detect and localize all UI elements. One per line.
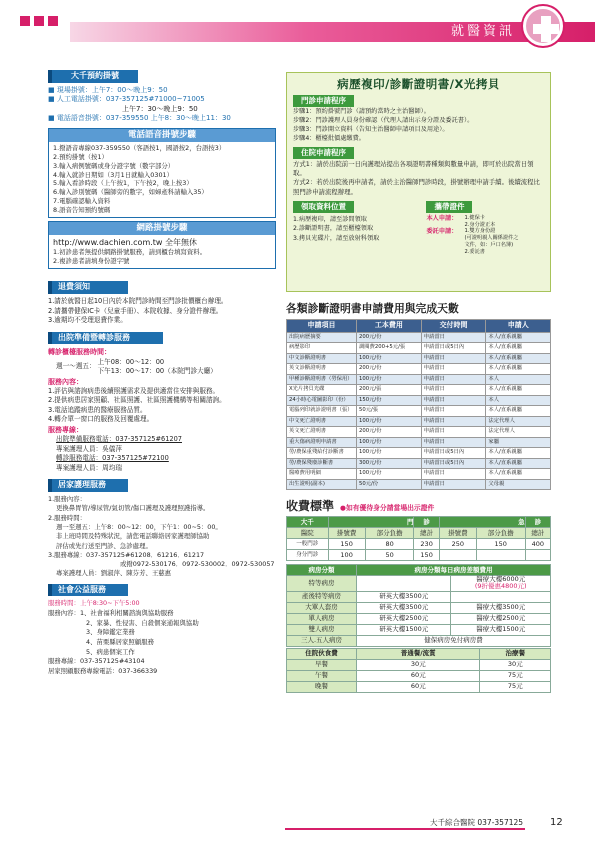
table-cell: 150 bbox=[476, 539, 525, 550]
list-item: 3.拷貝光碟片，請至放射科領取 bbox=[293, 234, 380, 242]
service-hours: 服務時間：上午8:30~下午5:00 bbox=[48, 599, 140, 608]
table-cell: 申請當日 bbox=[421, 479, 486, 490]
staff-line: 專案護理人員：吳儀萍 bbox=[56, 444, 122, 453]
table-header: 治療餐 bbox=[480, 648, 551, 659]
voice-steps-box bbox=[48, 128, 276, 218]
table-row bbox=[287, 406, 551, 417]
table-cell: 本人/直系親屬 bbox=[486, 469, 551, 480]
list-item: (可證明親人關係證件之 bbox=[464, 235, 519, 242]
table-header: 急 bbox=[439, 517, 525, 528]
table-row bbox=[287, 353, 551, 364]
list-item: 3、身障鑑定業務 bbox=[86, 628, 135, 637]
table-cell: 100元/份 bbox=[356, 374, 421, 385]
table-cell: 醫療大樓3500元 bbox=[451, 602, 551, 613]
table-cell: 申請當日 bbox=[421, 385, 486, 396]
table-cell: 100元/份 bbox=[356, 353, 421, 364]
list-item: 2.身分證正本 bbox=[464, 221, 496, 228]
opd-steps bbox=[293, 108, 544, 144]
table-cell: 一般門診 bbox=[287, 539, 329, 550]
table-cell: 60元 bbox=[357, 670, 480, 681]
service-days: 週一～週五： bbox=[56, 362, 96, 371]
table-cell: 150 bbox=[328, 539, 365, 550]
service-hours: 下午13：00～17：00（本院門診大廳） bbox=[97, 367, 217, 376]
table-cell: 申請當日 bbox=[421, 353, 486, 364]
table-cell: 申請當日 bbox=[421, 416, 486, 427]
web-steps-box bbox=[48, 221, 276, 270]
list-item: 2.服務時間： bbox=[48, 513, 87, 522]
list-item: 1.評估與諮詢病患後續照護需求及提供適當住安排與服務。 bbox=[48, 386, 220, 395]
table-row bbox=[287, 395, 551, 406]
price-header bbox=[286, 498, 551, 514]
list-item: 2.複診患者請填身份證字號 bbox=[53, 257, 130, 266]
phone-line: 服務專線：037-357125#43104 bbox=[48, 657, 145, 666]
inpatient-title: 住院申請程序 bbox=[293, 147, 354, 159]
table-cell: X光片拷貝光碟 bbox=[287, 385, 357, 396]
table-cell: 本人 bbox=[486, 395, 551, 406]
refund-list bbox=[48, 297, 280, 326]
table-cell: 醫療大樓6000元 (9折優惠4800元) bbox=[451, 576, 551, 591]
table-cell: 法定代理人 bbox=[486, 427, 551, 438]
table-cell bbox=[357, 576, 451, 591]
table-row bbox=[287, 374, 551, 385]
table-cell: 本人/直系親屬 bbox=[486, 406, 551, 417]
table-row bbox=[287, 624, 551, 635]
appt-line: 上午7：30～晚上9：50 bbox=[122, 104, 198, 113]
list-item: 步驟1：預約掛號門診（請預約當時之主治醫師）。 bbox=[293, 107, 430, 115]
documents-list bbox=[426, 215, 544, 256]
table-cell: 研英大樓1500元 bbox=[357, 624, 451, 635]
service-hours: 上午08：00～12：00 bbox=[97, 357, 165, 366]
table-row bbox=[287, 659, 551, 670]
table-header: 診 bbox=[414, 517, 439, 528]
table-cell: 英文死亡證明書 bbox=[287, 427, 357, 438]
table-cell: 出生證明(副本) bbox=[287, 479, 357, 490]
list-item: 3.服務專線：037-357125#61208．61216．61217 bbox=[48, 550, 205, 559]
list-item: 2.請攜帶健保IC卡（兒童手冊）、本院收據、身分證件辦理。 bbox=[48, 306, 223, 315]
table-cell: 75元 bbox=[480, 681, 551, 692]
table-cell: 掛號費 bbox=[439, 528, 476, 539]
left-column bbox=[48, 70, 280, 676]
meal-fee-table bbox=[286, 648, 551, 693]
table-cell: 本人/直系親屬 bbox=[486, 364, 551, 375]
appointment-title: 大千預約掛號 bbox=[48, 70, 138, 83]
table-cell: 申請當日 bbox=[421, 406, 486, 417]
list-item: 5.輸入看診時段（上午按1，下午按2，晚上按3） bbox=[53, 179, 193, 188]
proxy-label: 委託申請： bbox=[426, 228, 458, 236]
footer-line bbox=[285, 828, 525, 830]
table-cell: 300元/份 bbox=[356, 458, 421, 469]
table-cell: 午餐 bbox=[287, 670, 357, 681]
list-item: 步驟3：門診開立資料（告知主治醫師申請項目及用途）。 bbox=[293, 125, 449, 133]
section-subtitle: 服務專線： bbox=[48, 426, 83, 435]
table-cell: 重大傷病證明申請書 bbox=[287, 437, 357, 448]
table-row bbox=[287, 448, 551, 459]
table-cell: 250 bbox=[439, 539, 476, 550]
list-item: 文件，如：戶口名簿) bbox=[464, 241, 514, 248]
table-cell: 400 bbox=[525, 539, 550, 550]
table-cell: 100元/份 bbox=[356, 448, 421, 459]
homecare-title: 居家護理服務 bbox=[48, 479, 128, 492]
table-cell: 法定代理人 bbox=[486, 416, 551, 427]
list-item: 2、家暴、性侵害、自殺個案通報與協助 bbox=[86, 618, 199, 627]
fees-table bbox=[286, 319, 551, 491]
table-cell: 50元/張 bbox=[356, 406, 421, 417]
social-body bbox=[48, 599, 280, 676]
table-cell: 50元/份 bbox=[356, 479, 421, 490]
table-cell: 晚餐 bbox=[287, 681, 357, 692]
table-cell: 本人/直系親屬 bbox=[486, 448, 551, 459]
inpatient-steps bbox=[293, 160, 544, 197]
table-header: 普通餐/流質 bbox=[357, 648, 480, 659]
list-item: 1.初診患者無提供網路掛號服務，請到櫃台填寫資料。 bbox=[53, 248, 207, 257]
table-cell: 24小時心電圖影印（份） bbox=[287, 395, 357, 406]
table-cell: 申請當日 bbox=[421, 374, 486, 385]
table-cell: 200元/份 bbox=[356, 427, 421, 438]
table-cell: 申請當日 bbox=[421, 364, 486, 375]
list-item: 5、病患個案工作 bbox=[86, 647, 135, 656]
table-cell: 研英大樓2500元 bbox=[357, 613, 451, 624]
discharge-title: 出院準備暨轉診服務 bbox=[48, 332, 163, 345]
list-item: 1.病歷複印，請至診間領取 bbox=[293, 215, 367, 223]
table-cell: 身分門診 bbox=[287, 550, 329, 561]
list-item: 方式1：請於出院前一日向護理站提出各項證明書種類與數量申請，即可於出院當日領取。 bbox=[293, 159, 534, 177]
self-label: 本人申請： bbox=[426, 214, 458, 222]
list-item: 2.預約掛號（按1） bbox=[53, 152, 108, 161]
list-item: 2.提供病患居家照顧、社區照護、社區照護機構等相關諮詢。 bbox=[48, 396, 226, 405]
list-item: 或撥0972-530176．0972-530002．0972-530057 bbox=[120, 560, 275, 569]
header-square bbox=[20, 16, 30, 26]
table-row bbox=[287, 469, 551, 480]
staff-line: 專案護理人員：周均瑞 bbox=[56, 463, 122, 472]
list-item: 方式2：若於出院後再申請者，請於主治醫師門診時段，掛號辦理申請手續。後續流程比照門診申請流程辦理。 bbox=[293, 178, 540, 196]
table-cell: 本人/直系親屬 bbox=[486, 332, 551, 343]
list-item: 1.撥語音專線037-359550（客語按1，國語按2，台語按3） bbox=[53, 144, 226, 153]
list-item: 更換鼻胃管/導尿管/氣切管/傷口護理及護理照護指導。 bbox=[56, 504, 210, 513]
registration-fee-table bbox=[286, 516, 551, 561]
list-item: 1.服務內容： bbox=[48, 495, 87, 504]
list-item: 7.電腦確認輸入資料 bbox=[53, 196, 111, 205]
list-item: 專案護理人員：劉淑萍、陳芬芳、王慈惠 bbox=[56, 569, 172, 578]
table-cell: 早餐 bbox=[287, 659, 357, 670]
table-cell: 150 bbox=[414, 550, 439, 561]
table-cell: 申請當日或5日內 bbox=[421, 343, 486, 354]
table-cell: 200元/張 bbox=[356, 385, 421, 396]
list-item: 1.健保卡 bbox=[464, 214, 485, 221]
table-row bbox=[287, 670, 551, 681]
table-cell: 本人/直系親屬 bbox=[486, 458, 551, 469]
table-cell: 100元/份 bbox=[356, 469, 421, 480]
list-item: 1.雙方身份證 bbox=[464, 228, 496, 235]
list-item: 2.診斷證明書，請至櫃檯領取 bbox=[293, 225, 374, 233]
table-cell: 醫療大樓1500元 bbox=[451, 624, 551, 635]
table-cell: 中文死亡證明書 bbox=[287, 416, 357, 427]
list-item: 3.輸入病例號碼或身分證字號（數字部分） bbox=[53, 161, 175, 170]
social-title: 社會公益服務 bbox=[48, 584, 128, 597]
table-cell: 總計 bbox=[414, 528, 439, 539]
table-cell: 200元/份 bbox=[356, 364, 421, 375]
phone-line: 出院準備服務電話：037-357125#61207 bbox=[56, 435, 182, 444]
appt-line: ■ 電話語音掛號：037-359550 上午8：30～晚上11：30 bbox=[48, 114, 231, 123]
table-cell: 80 bbox=[365, 539, 414, 550]
table-row bbox=[287, 332, 551, 343]
table-row bbox=[287, 635, 551, 646]
table-cell: 特等病房 bbox=[287, 576, 357, 591]
appt-line: ■ 現場掛號：上午7：00～晚上9：50 bbox=[48, 85, 168, 94]
table-row bbox=[287, 613, 551, 624]
list-item: 2.委託書 bbox=[464, 248, 485, 255]
voice-steps-title: 電話語音掛號步驟 bbox=[49, 129, 275, 142]
table-header: 住院伙食費 bbox=[287, 648, 357, 659]
list-item: 步驟2：門診護理人員身份確認（代理人請出示身分證及委託書）。 bbox=[293, 116, 474, 124]
table-cell: 本人 bbox=[486, 374, 551, 385]
table-cell: 大單人套房 bbox=[287, 602, 357, 613]
table-cell: 75元 bbox=[480, 670, 551, 681]
table-cell: 部分負擔 bbox=[476, 528, 525, 539]
table-cell: 200元/份 bbox=[356, 332, 421, 343]
list-item: 步驟4：櫃檯批價處繳費。 bbox=[293, 134, 365, 142]
table-row bbox=[287, 416, 551, 427]
column-header: 交付時間 bbox=[421, 319, 486, 332]
footer-text: 大千綜合醫院 037-357125 bbox=[430, 818, 524, 827]
discharge-body bbox=[48, 347, 280, 473]
table-row bbox=[287, 591, 551, 602]
table-cell: 50 bbox=[365, 550, 414, 561]
section-subtitle: 服務內容： bbox=[48, 377, 83, 386]
table-cell: 部分負擔 bbox=[365, 528, 414, 539]
list-item: 週一至週五：上午8：00~12：00，下午1：00~5：00。 bbox=[56, 523, 222, 531]
table-cell: 申請當日 bbox=[421, 469, 486, 480]
table-cell: 調閱費200+5元/張 bbox=[356, 343, 421, 354]
right-column bbox=[286, 72, 551, 693]
table-row bbox=[287, 343, 551, 354]
table-cell: 研英大樓3500元 bbox=[357, 602, 451, 613]
list-item: 6.輸入診別號碼（醫師旁的數字，如婦產科請輸入35） bbox=[53, 188, 208, 197]
table-cell: 產後特等病房 bbox=[287, 591, 357, 602]
table-row bbox=[287, 437, 551, 448]
table-row bbox=[287, 458, 551, 469]
page-title: 就醫資訊 bbox=[450, 24, 515, 39]
table-row bbox=[287, 385, 551, 396]
table-header: 病房分類 bbox=[287, 565, 357, 576]
table-cell: 本人/直系親屬 bbox=[486, 343, 551, 354]
header-square bbox=[34, 16, 44, 26]
homecare-body bbox=[48, 495, 280, 579]
fees-title: 各類診斷證明書申請費用與完成天數 bbox=[286, 302, 459, 315]
website-link[interactable]: http://www.dachien.com.tw 全年無休 bbox=[53, 238, 198, 248]
page-number: 12 bbox=[550, 817, 563, 828]
table-cell: 中文診斷證明書 bbox=[287, 353, 357, 364]
table-cell: 申請當日 bbox=[421, 332, 486, 343]
table-row bbox=[287, 602, 551, 613]
table-cell: 100元/份 bbox=[356, 416, 421, 427]
table-cell bbox=[525, 550, 550, 561]
list-item: 1.請於就醫日起10日內於本院門診時間至門診批價櫃台辦理。 bbox=[48, 297, 228, 306]
voice-steps-list bbox=[49, 142, 275, 217]
section-subtitle: 轉診櫃檯服務時間： bbox=[48, 348, 111, 357]
table-cell: 150元/份 bbox=[356, 395, 421, 406]
appt-line: ■ 人工電話掛號：037-357125#71000~71005 bbox=[48, 95, 205, 104]
table-row bbox=[287, 364, 551, 375]
pickup-list bbox=[293, 215, 420, 243]
list-item: 4.輸入就診日期如（3月1日就輸入0301） bbox=[53, 170, 173, 179]
table-row bbox=[287, 576, 551, 591]
records-box bbox=[286, 72, 551, 292]
list-item: 4、苗栗縣居家照顧服務 bbox=[86, 637, 154, 646]
table-cell: 研英大樓3500元 bbox=[357, 591, 451, 602]
list-item: 8.語音告知預約號碼 bbox=[53, 205, 111, 214]
table-cell: 申請當日 bbox=[421, 395, 486, 406]
list-item: 4.轉介單一窗口的服務及回覆處理。 bbox=[48, 415, 154, 424]
table-cell: 出院病歷摘要 bbox=[287, 332, 357, 343]
table-cell: 申請當日 bbox=[421, 437, 486, 448]
table-header: 診 bbox=[525, 517, 550, 528]
table-cell: 電腦列印就診證明書（張） bbox=[287, 406, 357, 417]
table-cell: 申請當日或5日內 bbox=[421, 448, 486, 459]
table-cell: 勞/農保重殘給付診斷書 bbox=[287, 448, 357, 459]
table-cell: 30元 bbox=[357, 659, 480, 670]
table-row bbox=[287, 427, 551, 438]
table-cell: 三人.五人病房 bbox=[287, 635, 357, 646]
table-header: 大千 bbox=[287, 517, 329, 528]
records-title: 病歷複印/診斷證明書/X光拷貝 bbox=[337, 77, 500, 91]
table-cell: 60元 bbox=[357, 681, 480, 692]
table-row bbox=[287, 681, 551, 692]
table-cell: 單人病房 bbox=[287, 613, 357, 624]
table-cell: 100 bbox=[328, 550, 365, 561]
opd-title: 門診申請程序 bbox=[293, 95, 354, 107]
table-cell: 醫療費用明細 bbox=[287, 469, 357, 480]
table-cell: 30元 bbox=[480, 659, 551, 670]
table-cell: 健保病房免付病房費 bbox=[357, 635, 551, 646]
table-cell bbox=[476, 550, 525, 561]
table-header: 門 bbox=[328, 517, 414, 528]
table-cell: 英文診斷證明書 bbox=[287, 364, 357, 375]
documents-title: 攜帶證件 bbox=[426, 201, 472, 213]
table-cell: 勞/農保殘廢診斷書 bbox=[287, 458, 357, 469]
table-header: 病房分類每日病房差額費用 bbox=[357, 565, 551, 576]
table-cell: 掛號費 bbox=[328, 528, 365, 539]
list-item: 3.逾期均不受理退費作業。 bbox=[48, 316, 127, 325]
table-cell: 100元/份 bbox=[356, 437, 421, 448]
table-row bbox=[287, 479, 551, 490]
ward-fee-table bbox=[286, 564, 551, 646]
web-steps-list bbox=[49, 235, 275, 268]
table-cell: 230 bbox=[414, 539, 439, 550]
page-header bbox=[0, 0, 595, 50]
phone-line: 轉診服務電話：037-357125#72100 bbox=[56, 454, 169, 463]
table-cell: 雙人病房 bbox=[287, 624, 357, 635]
column-header: 申請項目 bbox=[287, 319, 357, 332]
table-cell: 醫療大樓2500元 bbox=[451, 613, 551, 624]
pickup-title: 領取資料位置 bbox=[293, 201, 354, 213]
table-cell: 家屬 bbox=[486, 437, 551, 448]
table-cell: 申請當日 bbox=[421, 427, 486, 438]
web-steps-title: 網路掛號步驟 bbox=[49, 222, 275, 235]
column-header: 申請人 bbox=[486, 319, 551, 332]
price-note: ●如有優待身分請當場出示證件 bbox=[340, 504, 435, 513]
table-cell bbox=[451, 591, 551, 602]
hospital-cross-icon bbox=[523, 6, 563, 46]
list-item: 3.電話追蹤病患的醫療服務品質。 bbox=[48, 405, 147, 414]
table-cell: 父母親 bbox=[486, 479, 551, 490]
phone-line: 居家照顧服務專線電話：037-366339 bbox=[48, 666, 158, 675]
table-cell: 申請當日或5日內 bbox=[421, 458, 486, 469]
table-cell: 總計 bbox=[525, 528, 550, 539]
table-cell: 醫院 bbox=[287, 528, 329, 539]
table-cell: 本人/直系親屬 bbox=[486, 385, 551, 396]
table-cell bbox=[439, 550, 476, 561]
list-item: 非上班時間及特殊狀況，請您電話聯絡居家護理師協助 bbox=[56, 532, 210, 541]
refund-title: 退費須知 bbox=[48, 281, 128, 294]
list-item: 評估或先行送至門診、急診處理。 bbox=[56, 541, 152, 550]
list-item: 服務內容：1、社會福利相關諮詢與協助服務 bbox=[48, 609, 174, 618]
column-header: 工本費用 bbox=[356, 319, 421, 332]
table-cell: 病歷影印 bbox=[287, 343, 357, 354]
table-cell: 本人/直系親屬 bbox=[486, 353, 551, 364]
header-band bbox=[70, 22, 595, 42]
price-title: 收費標準 bbox=[286, 499, 335, 514]
table-cell: 甲種診斷證明書（勞保用） bbox=[287, 374, 357, 385]
header-square bbox=[48, 16, 58, 26]
